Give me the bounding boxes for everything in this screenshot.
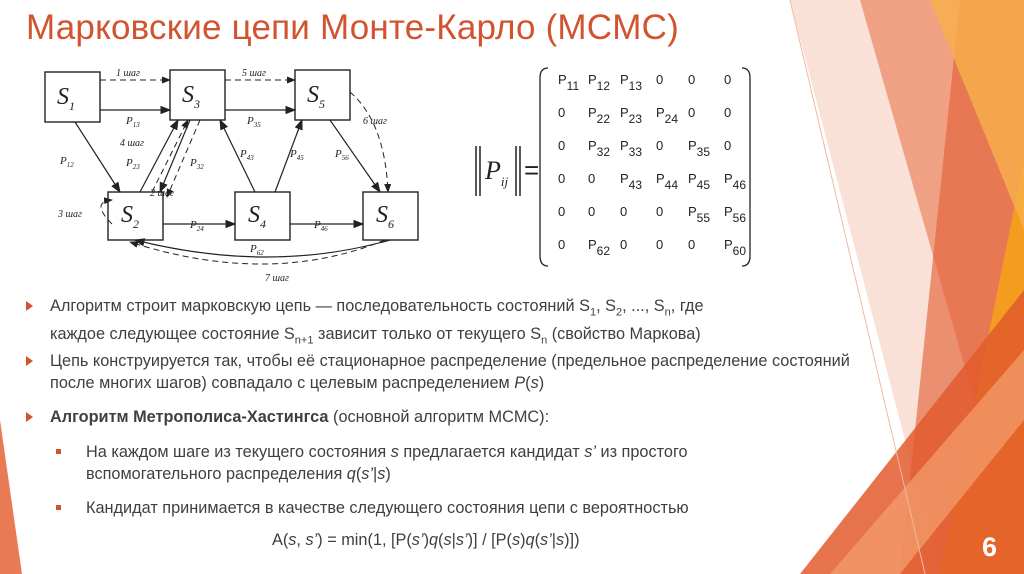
sub-bullet-acceptance: Кандидат принимается в качестве следующего состояния цепи с вероятностью [56, 497, 816, 519]
matrix-cell: 0 [688, 72, 696, 87]
matrix-cell: P32 [588, 138, 611, 159]
matrix-cell: 0 [588, 171, 596, 186]
matrix-cell: P35 [688, 138, 711, 159]
prob-label-p46: $P_{46}$ [314, 219, 328, 233]
matrix-cell: 0 [558, 204, 566, 219]
state-s1-box [45, 72, 100, 122]
matrix-cell: 0 [656, 237, 664, 252]
state-label-s6: $S_6$ [376, 202, 394, 231]
matrix-cell: P24 [656, 105, 679, 126]
matrix-cell: 0 [724, 138, 732, 153]
matrix-lhs-symbol: $P_{ij}$ [485, 156, 509, 189]
matrix-cell: 0 [656, 204, 664, 219]
matrix-cell: 0 [620, 204, 628, 219]
matrix-cell: P12 [588, 72, 611, 93]
prob-label-p56: $P_{56}$ [335, 148, 349, 162]
bullet-metropolis-hastings: Алгоритм Метрополиса-Хастингса (основной алгоритм MCMC): [26, 406, 826, 428]
state-s5-box [295, 70, 350, 120]
prob-label-p23: $P_{23}$ [126, 157, 140, 171]
step-label-4: 4 шаг [120, 138, 144, 149]
matrix-cell: P46 [724, 171, 747, 192]
step-label-6: 6 шаг [363, 116, 387, 127]
state-s4-box [235, 192, 290, 240]
matrix-cell: 0 [558, 138, 566, 153]
bullet-arrow-icon [26, 412, 33, 422]
matrix-equals-sign: = [524, 155, 540, 185]
matrix-cell: P23 [620, 105, 643, 126]
step-label-1: 1 шаг [116, 68, 140, 79]
matrix-cell: 0 [656, 138, 664, 153]
transition-matrix [470, 66, 760, 271]
prob-label-p32: $P_{32}$ [190, 157, 204, 171]
matrix-cell: P56 [724, 204, 747, 225]
matrix-cell: P45 [688, 171, 711, 192]
matrix-cell: 0 [724, 72, 732, 87]
square-bullet-icon [56, 449, 61, 454]
sub-bullet-proposal: На каждом шаге из текущего состояния s предлагается кандидат s’ из простого вспомогательного распределения q(s’|s) [56, 441, 756, 485]
square-bullet-icon [56, 505, 61, 510]
matrix-cell: P11 [558, 72, 580, 93]
state-label-s3: $S_3$ [182, 82, 200, 111]
matrix-cell: P62 [588, 237, 611, 258]
matrix-cell: P55 [688, 204, 711, 225]
state-label-s4: $S_4$ [248, 202, 266, 231]
acceptance-formula: A(s, s’) = min(1, [P(s’)q(s|s’)] / [P(s)q(s’|s)]) [272, 531, 580, 549]
step-label-3: 3 шаг [58, 209, 82, 220]
matrix-cell: P60 [724, 237, 747, 258]
step-label-5: 5 шаг [242, 68, 266, 79]
state-label-s1: $S_1$ [57, 84, 75, 113]
markov-chain-diagram [40, 52, 430, 292]
bullet-stationary-distribution: Цепь конструируется так, чтобы её стационарное распределение (предельное распределение состояний после многих шагов) совпадало с целевым распределением P(s) [26, 350, 886, 394]
matrix-cell: 0 [688, 237, 696, 252]
prob-label-p45: $P_{45}$ [290, 148, 304, 162]
matrix-cell: P43 [620, 171, 643, 192]
state-s6-box [363, 192, 418, 240]
prob-label-p35: $P_{35}$ [247, 115, 261, 129]
bullet-arrow-icon [26, 356, 33, 366]
prob-label-p43: $P_{43}$ [240, 148, 254, 162]
matrix-cell: 0 [724, 105, 732, 120]
matrix-cell: 0 [558, 237, 566, 252]
state-label-s5: $S_5$ [307, 82, 325, 111]
prob-label-p24: $P_{24}$ [190, 219, 204, 233]
state-label-s2: $S_2$ [121, 202, 139, 231]
prob-label-p12: $P_{12}$ [60, 155, 74, 169]
bullet-markov-chain: Алгоритм строит марковскую цепь — последовательность состояний $S_1$, $S_2$, ..., $S_n$, где каждое следующее состояние $S_{n+1}$ зависит только от текущего $S_n$ (свойство Маркова) [26, 295, 826, 352]
prob-label-p62: $P_{62}$ [250, 243, 264, 257]
matrix-cell: 0 [620, 237, 628, 252]
step-label-7: 7 шаг [265, 273, 289, 284]
step-label-2: 2 шаг [150, 188, 174, 199]
state-s2-box [108, 192, 163, 240]
page-number: 6 [982, 532, 998, 562]
matrix-cell: P13 [620, 72, 643, 93]
bullet-arrow-icon [26, 301, 33, 311]
matrix-cell: P22 [588, 105, 611, 126]
state-s3-box [170, 70, 225, 120]
matrix-cell: 0 [688, 105, 696, 120]
slide-title: Марковские цепи Монте-Карло (MCMC) [26, 8, 679, 47]
prob-label-p13: $P_{13}$ [126, 115, 140, 129]
matrix-cell: P44 [656, 171, 679, 192]
matrix-cell: 0 [558, 171, 566, 186]
matrix-cell: P33 [620, 138, 643, 159]
matrix-cell: 0 [558, 105, 566, 120]
matrix-cell: 0 [588, 204, 596, 219]
matrix-cell: 0 [656, 72, 664, 87]
